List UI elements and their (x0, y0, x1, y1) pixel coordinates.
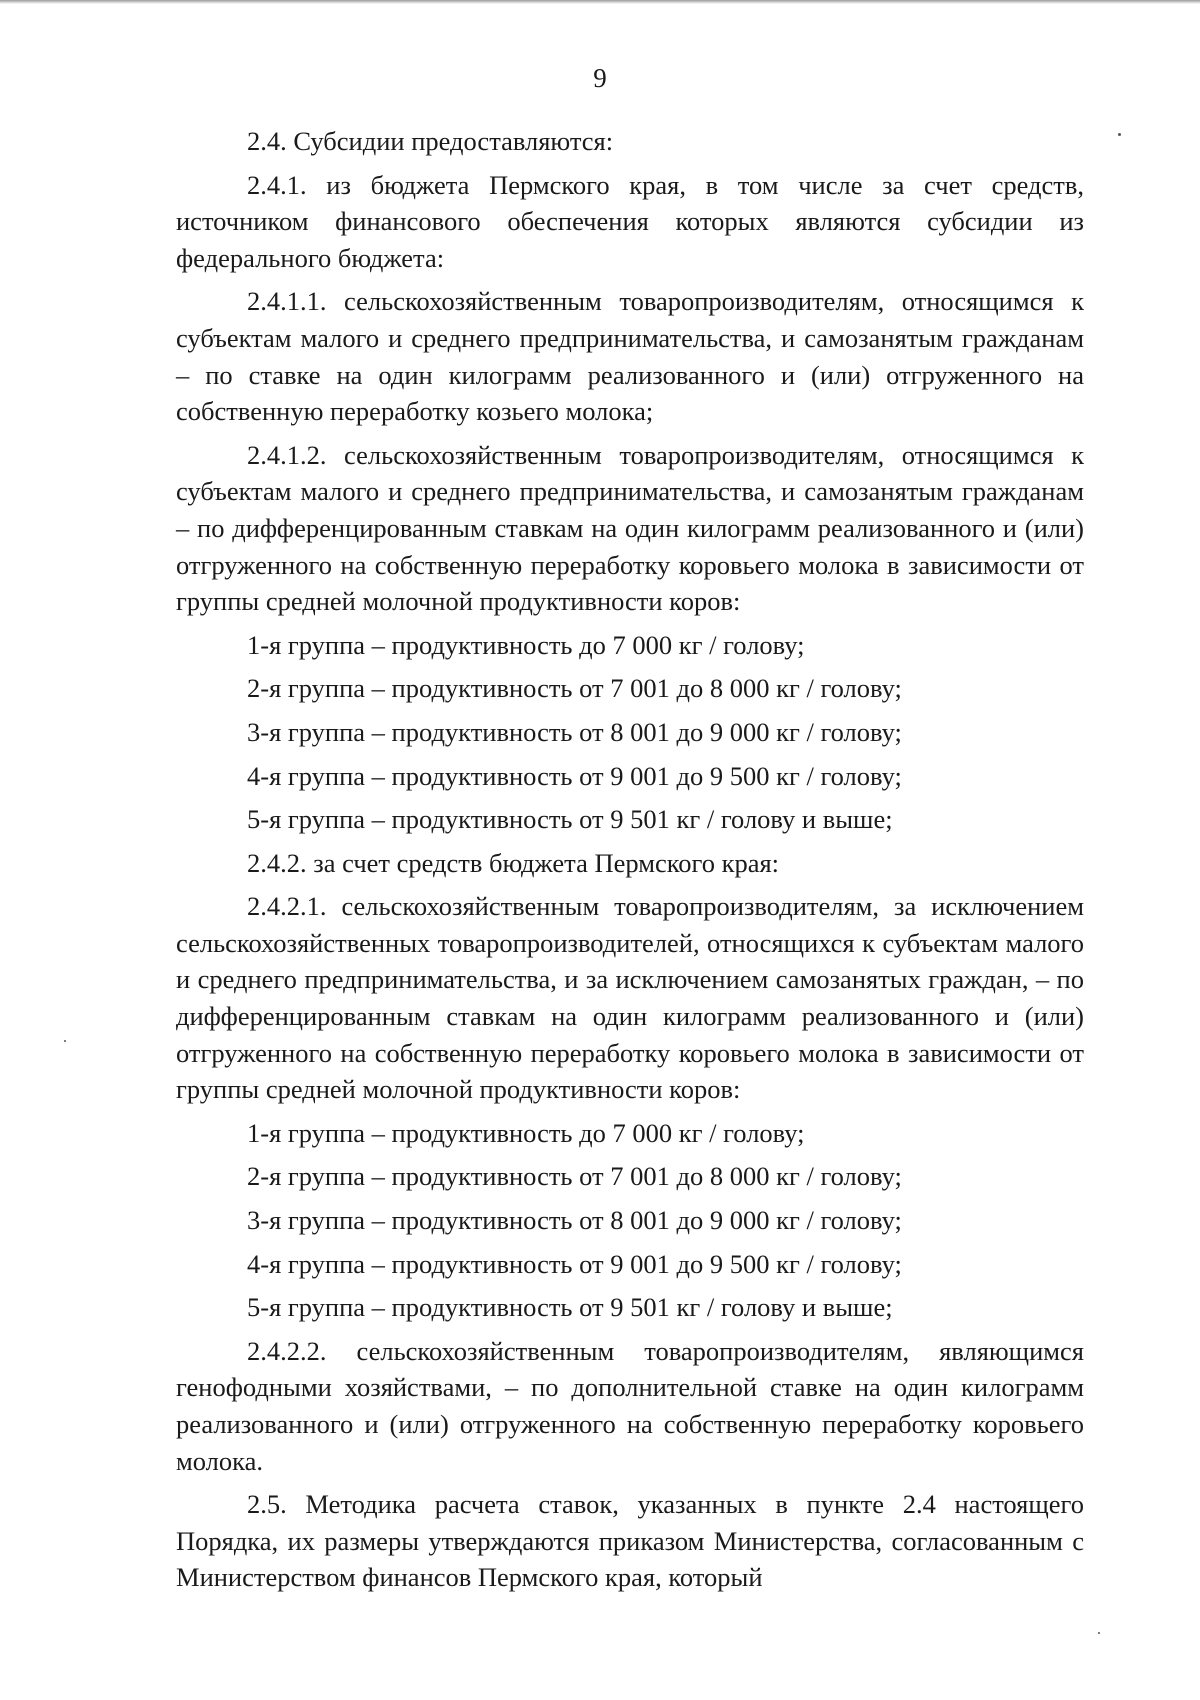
group-2-line: 2-я группа – продуктивность от 7 001 до 8 000 кг / голову; (247, 1161, 902, 1192)
page-number: 9 (593, 63, 607, 93)
group-5-line: 5-я группа – продуктивность от 9 501 кг / голову и выше; (247, 1292, 893, 1323)
group-3-line: 3-я группа – продуктивность от 8 001 до 9 000 кг / голову; (247, 1205, 902, 1236)
group-1-line: 1-я группа – продуктивность до 7 000 кг / голову; (247, 629, 805, 660)
paragraph-2-4-1: 2.4.1. из бюджета Пермского края, в том числе за счет средств, источником финансового обеспечения которых являются субсидии из федерального бюджета: (176, 169, 1084, 273)
paragraph-2-4-2: 2.4.2. за счет средств бюджета Пермского края: (247, 847, 780, 878)
paragraph-2-4-2-1: 2.4.2.1. сельскохозяйственным товаропроизводителям, за исключением сельскохозяйственных товаропроизводителей, относящихся к субъектам малого и среднего предпринимательства, и за исключением самозанятых граждан, – по дифференцированным ставкам на один килограмм реализованного и (или) отгруженного на собственную переработку коровьего молока в зависимости от группы средней молочной продуктивности коров: (176, 891, 1084, 1105)
paragraph-2-4-1-2: 2.4.1.2. сельскохозяйственным товаропроизводителям, относящимся к субъектам малого и среднего предпринимательства, и самозанятым гражданам – по дифференцированным ставкам на один килограмм реализованного и (или) отгруженного на собственную переработку коровьего молока в зависимости от группы средней молочной продуктивности коров: (176, 439, 1084, 617)
group-3-line: 3-я группа – продуктивность от 8 001 до 9 000 кг / голову; (247, 716, 902, 747)
paragraph-2-5: 2.5. Методика расчета ставок, указанных в пункте 2.4 настоящего Порядка, их размеры утверждаются приказом Министерства, согласованным с Министерством финансов Пермского края, который (176, 1489, 1084, 1593)
group-4-line: 4-я группа – продуктивность от 9 001 до 9 500 кг / голову; (247, 760, 902, 791)
scan-speck (1118, 133, 1121, 136)
paragraph-2-4-1-1: 2.4.1.1. сельскохозяйственным товаропроизводителям, относящимся к субъектам малого и среднего предпринимательства, и самозанятым гражданам – по ставке на один килограмм реализованного и (или) отгруженного на собственную переработку козьего молока; (176, 286, 1084, 427)
scan-speck (64, 1040, 66, 1042)
document-body (176, 123, 1084, 1596)
group-1-line: 1-я группа – продуктивность до 7 000 кг / голову; (247, 1117, 805, 1148)
paragraph-2-4: 2.4. Субсидии предоставляются: (247, 126, 614, 156)
scan-speck (1098, 1632, 1100, 1634)
group-5-line: 5-я группа – продуктивность от 9 501 кг / голову и выше; (247, 804, 893, 835)
group-4-line: 4-я группа – продуктивность от 9 001 до 9 500 кг / голову; (247, 1248, 902, 1279)
scan-top-edge (0, 0, 1200, 4)
paragraph-2-4-2-2: 2.4.2.2. сельскохозяйственным товаропроизводителям, являющимся генофодными хозяйствами, – по дополнительной ставке на один килограмм реализованного и (или) отгруженного на собственную переработку коровьего молока. (176, 1335, 1084, 1476)
group-2-line: 2-я группа – продуктивность от 7 001 до 8 000 кг / голову; (247, 673, 902, 704)
